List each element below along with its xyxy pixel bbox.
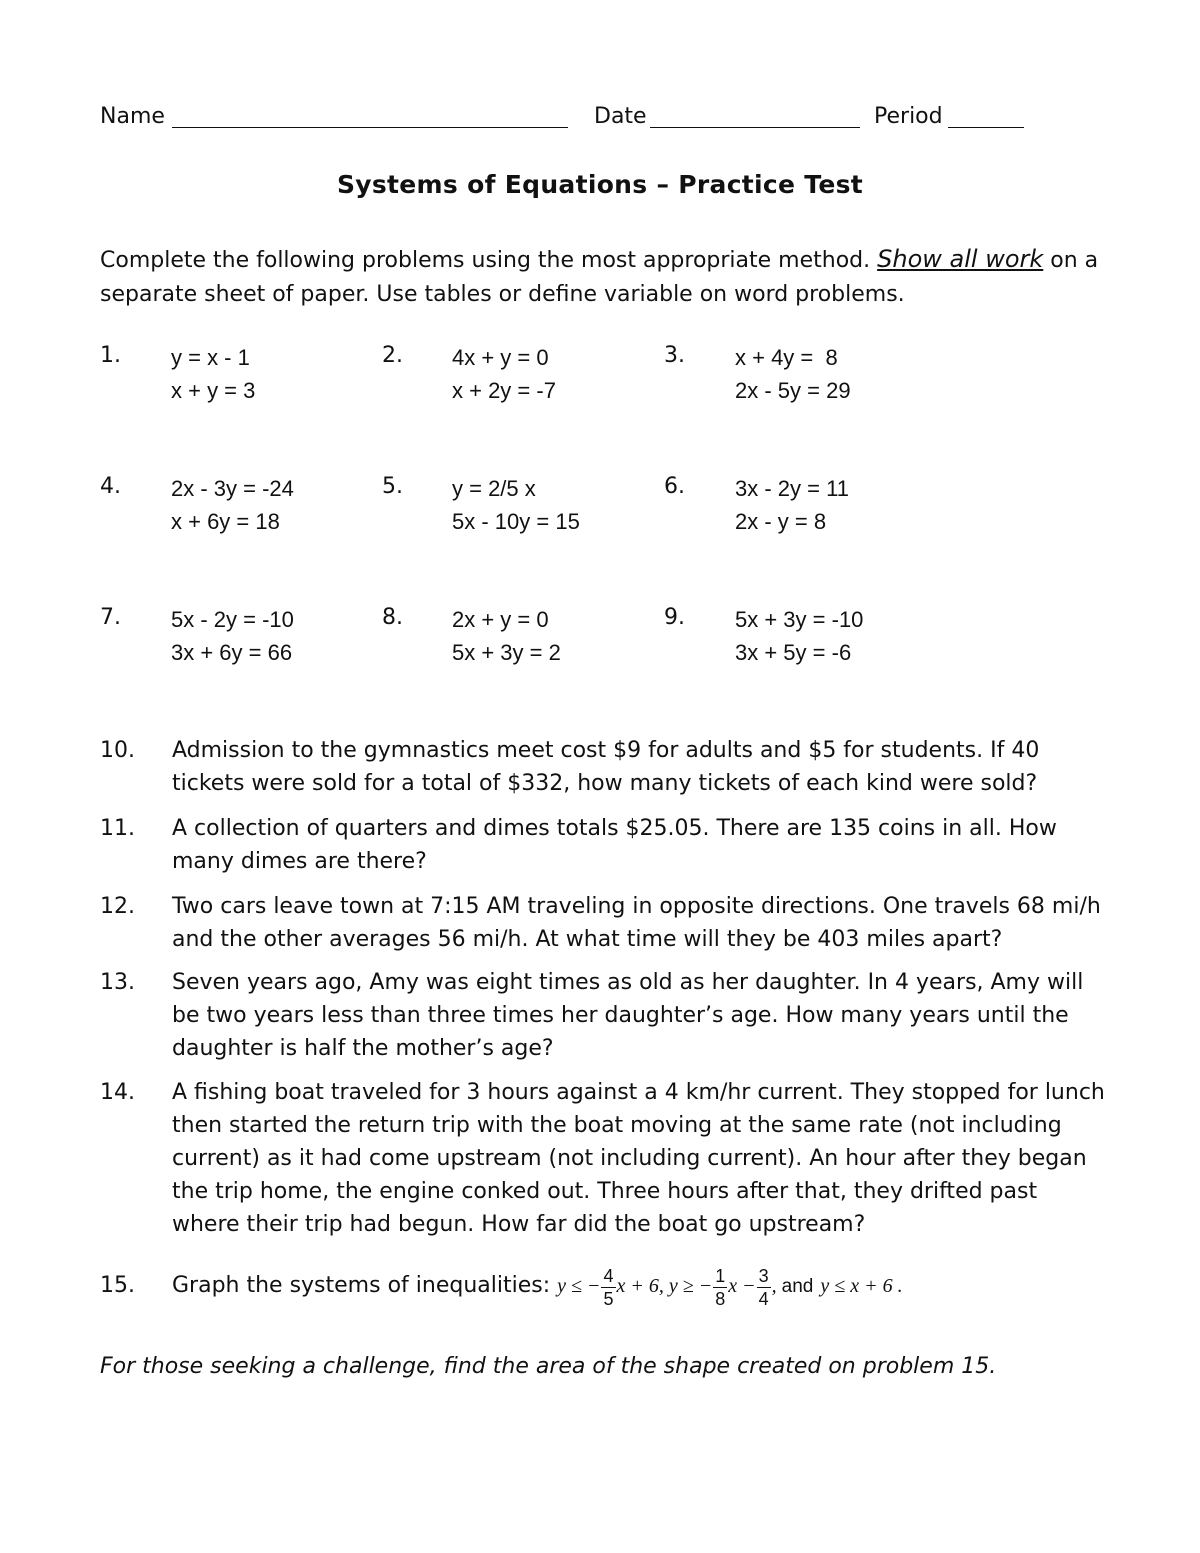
- problem-text: A collection of quarters and dimes totals $25.05. There are 135 coins in all. How many dimes are there?: [172, 816, 1057, 874]
- equation: 5x + 3y = -10: [735, 607, 864, 632]
- period-field[interactable]: [948, 127, 1024, 128]
- fraction: [713, 1265, 727, 1310]
- page-title: Systems of Equations – Practice Test: [336, 170, 864, 199]
- system-equations: [735, 472, 849, 538]
- system-equations: [452, 603, 561, 669]
- equation: x + y = 3: [171, 378, 256, 403]
- equation: x + 2y = -7: [452, 378, 556, 403]
- equation: x + 6y = 18: [171, 509, 280, 534]
- problem-text: [172, 1262, 1107, 1311]
- problem-15-lead: Graph the systems of inequalities:: [172, 1273, 551, 1298]
- problem-text: Two cars leave town at 7:15 AM traveling in opposite directions. One travels 68 mi/h and the other averages 56 mi/h. At what time will they be 403 miles apart?: [172, 894, 1101, 952]
- problem-text: A fishing boat traveled for 3 hours against a 4 km/hr current. They stopped for lunch then started the return trip with the boat moving at the same rate (not including current) as it had come upstream (not including current). An hour after they began the trip home, the engine conked out. Three hours after that, they drifted past where their trip had begun. How far did the boat go upstream?: [172, 1080, 1105, 1237]
- problem-number: 7.: [100, 605, 121, 630]
- problem-number: 13.: [100, 970, 135, 995]
- system-equations: [452, 472, 580, 538]
- system-equations: [452, 341, 556, 407]
- and-word: and: [781, 1276, 814, 1297]
- instructions-part2: on a separate sheet of paper. Use tables or define variable on word problems.: [100, 248, 1099, 307]
- math-text: ,: [771, 1275, 777, 1297]
- instructions-part1: Complete the following problems using the most appropriate method.: [100, 248, 871, 273]
- fraction-numerator: 3: [758, 1265, 769, 1286]
- math-text: x + 6,: [616, 1275, 664, 1297]
- system-equations: [735, 341, 851, 407]
- equation: 5x - 10y = 15: [452, 509, 580, 534]
- fraction: [757, 1265, 771, 1310]
- equation: 2x - 3y = -24: [171, 476, 294, 501]
- equation: x + 4y = 8: [735, 345, 838, 370]
- problem-number: 5.: [382, 474, 403, 499]
- problem-number: 2.: [382, 343, 403, 368]
- system-equations: [171, 341, 255, 407]
- problem-text: Admission to the gymnastics meet cost $9 for adults and $5 for students. If 40 tickets were sold for a total of $332, how many tickets of each kind were sold?: [172, 738, 1040, 796]
- date-label: Date: [594, 104, 647, 129]
- name-label: Name: [100, 104, 165, 129]
- fraction-numerator: 4: [603, 1265, 614, 1286]
- problem-number: 15.: [100, 1273, 135, 1298]
- problem-number: 11.: [100, 816, 135, 841]
- problem-number: 6.: [664, 474, 685, 499]
- name-field[interactable]: [172, 127, 568, 128]
- equation: y = x - 1: [171, 345, 250, 370]
- math-text: x −: [728, 1275, 756, 1297]
- challenge-text: For those seeking a challenge, find the area of the shape created on problem 15.: [100, 1354, 997, 1379]
- inequality-1: [557, 1265, 669, 1309]
- fraction: [601, 1265, 615, 1310]
- problem-number: 9.: [664, 605, 685, 630]
- system-equations: [735, 603, 863, 669]
- system-equations: [171, 472, 294, 538]
- date-field[interactable]: [650, 127, 860, 128]
- equation: 2x - y = 8: [735, 509, 827, 534]
- equation: 3x + 5y = -6: [735, 640, 852, 665]
- problem-text: Seven years ago, Amy was eight times as old as her daughter. In 4 years, Amy will be two years less than three times her daughter’s age. How many years until the daughter is half the mother’s age?: [172, 970, 1084, 1061]
- fraction-numerator: 1: [715, 1265, 726, 1286]
- instructions: [100, 242, 1110, 312]
- problem-number: 1.: [100, 343, 121, 368]
- instructions-emphasis: Show all work: [877, 245, 1044, 273]
- equation: 4x + y = 0: [452, 345, 549, 370]
- problem-number: 12.: [100, 894, 135, 919]
- inequality-2: [668, 1265, 782, 1309]
- equation: 3x - 2y = 11: [735, 476, 849, 501]
- math-text: y ≤ −: [557, 1275, 601, 1297]
- math-text: y ≥ −: [668, 1275, 713, 1297]
- problem-number: 3.: [664, 343, 685, 368]
- inequality-3: y ≤ x + 6 .: [820, 1275, 903, 1297]
- equation: 2x + y = 0: [452, 607, 549, 632]
- problem-number: 8.: [382, 605, 403, 630]
- problem-number: 10.: [100, 738, 135, 763]
- period-label: Period: [874, 104, 943, 129]
- word-problem-15: [100, 1260, 1110, 1320]
- equation: y = 2/5 x: [452, 476, 536, 501]
- fraction-denominator: 4: [758, 1288, 769, 1309]
- equation: 3x + 6y = 66: [171, 640, 293, 665]
- problem-number: 14.: [100, 1080, 135, 1105]
- equation: 5x - 2y = -10: [171, 607, 294, 632]
- header-row: [100, 100, 1100, 136]
- fraction-denominator: 8: [715, 1288, 726, 1309]
- equation: 5x + 3y = 2: [452, 640, 561, 665]
- problem-number: 4.: [100, 474, 121, 499]
- equation: 2x - 5y = 29: [735, 378, 851, 403]
- system-equations: [171, 603, 294, 669]
- fraction-denominator: 5: [603, 1288, 614, 1309]
